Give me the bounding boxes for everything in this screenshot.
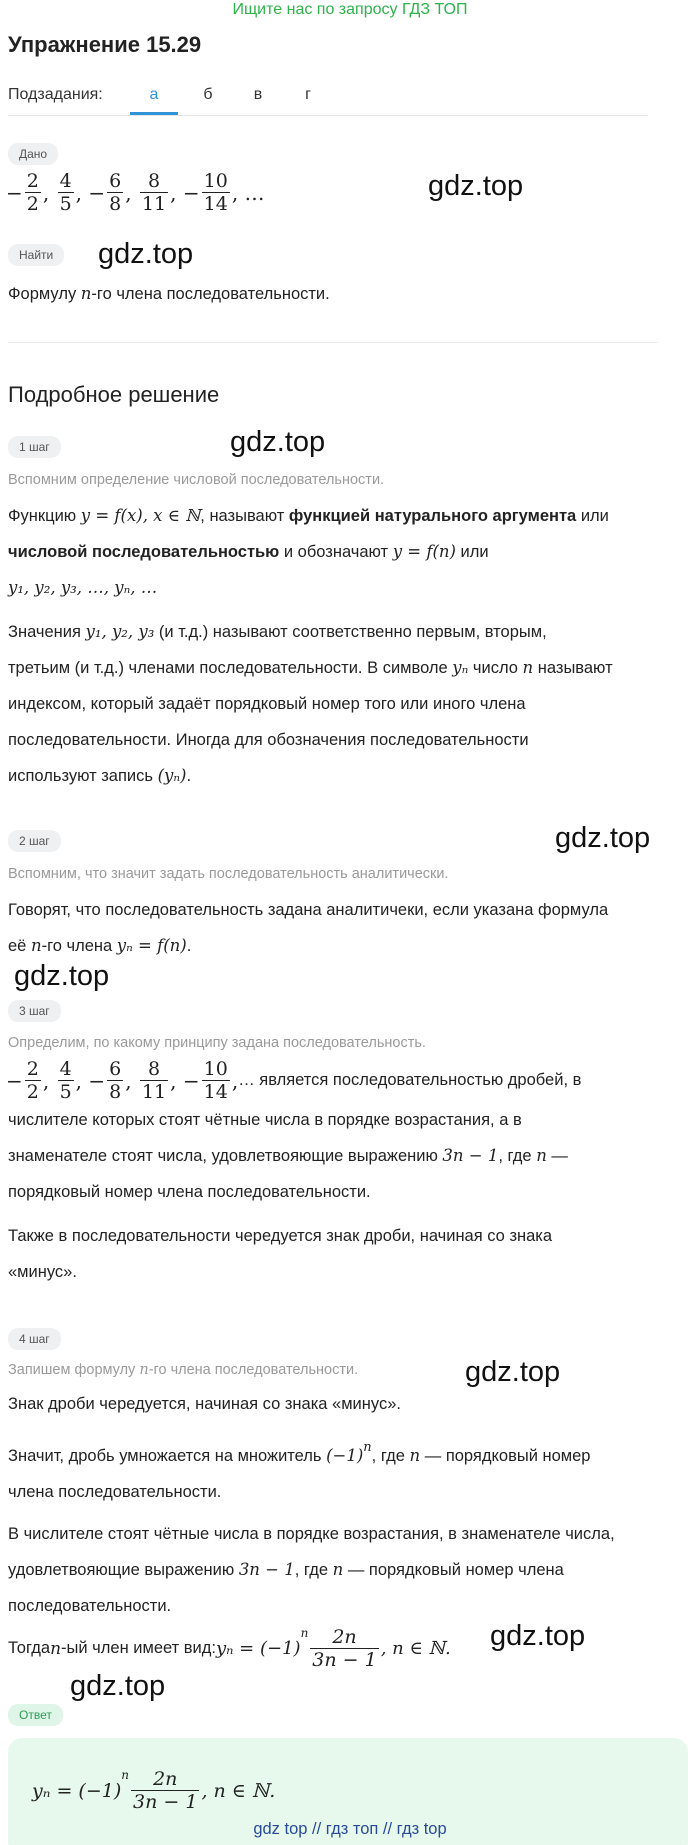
step-text: Значения y₁, y₂, y₃ (и т.д.) называют соответственно первым, вторым, третьим (и т.д.) членами последовательности. В символе yₙ число n называют индексом, который задаёт порядковый номер того или иного члена последовательности. Иногда для обозначения последовательности используют запись (yₙ). [8, 622, 613, 785]
step-hint: Вспомним, что значит задать последовательность аналитически. [8, 866, 449, 882]
solution-heading: Подробное решение [8, 382, 220, 407]
step-hint: Запишем формулу n-го члена последовательности. [8, 1362, 359, 1378]
step-badge: 1 шаг [8, 436, 61, 458]
step-text: Также в последовательности чередуется знак дроби, начиная со знака «минус». [8, 1227, 553, 1281]
step-text: Функцию y = f(x), x ∈ ℕ, называют функцией натурального аргумента или числовой последовательностью и обозначают y = f(n) или y₁, y₂, y₃, …, yₙ, … [8, 506, 609, 597]
footer-links[interactable]: gdz top // гдз топ // гдз top [253, 1820, 447, 1838]
tab-v[interactable]: в [253, 86, 263, 103]
step-text: Значит, дробь умножается на множитель $(-1)^n$, где n — порядковый номер члена последовательности. [8, 1440, 591, 1501]
tab-g[interactable]: г [305, 86, 311, 103]
watermark: gdz.top [70, 1670, 166, 1702]
watermark: gdz.top [14, 960, 110, 992]
search-banner: Ищите нас по запросу ГДЗ ТОП [232, 1, 468, 18]
step-hint: Вспомним определение числовой последовательности. [8, 472, 385, 488]
subtasks-label: Подзадания: [8, 86, 103, 103]
step-text: Говорят, что последовательность задана аналитичеки, если указана формула её n-го члена yₙ = f(n). [8, 901, 609, 955]
step-text: − $\frac{2}{2}$ , $\frac{4}{5}$ , − $\frac{6}{8}$ , $\frac{8}{11}$ , − $\frac{10}{14}$ , … является последовательностью дробей, в [6, 1058, 582, 1103]
step-text: В числителе стоят чётные числа в порядке возрастания, в знаменателе числа, удовлетвояющие выражению 3n − 1, где n — порядковый номер члена последовательности. [8, 1525, 615, 1615]
watermark: gdz.top [428, 170, 524, 202]
find-badge: Найти [8, 244, 64, 266]
answer-badge: Ответ [8, 1704, 63, 1726]
step-hint: Определим, по какому принципу задана последовательность. [8, 1035, 426, 1051]
given-sequence: − $\frac{2}{2}$ , $\frac{4}{5}$ , − $\frac{6}{8}$ , $\frac{8}{11}$ , − $\frac{10}{14}$ , … [6, 170, 265, 215]
step-text: Знак дроби чередуется, начиная со знака «минус». [8, 1395, 401, 1413]
tab-a[interactable]: а [149, 86, 159, 103]
watermark: gdz.top [555, 822, 651, 854]
watermark: gdz.top [98, 238, 194, 270]
divider [8, 342, 658, 343]
step-badge: 2 шаг [8, 830, 61, 852]
step-text: числителе которых стоят чётные числа в порядке возрастания, а в знаменателе стоят числа, удовлетвояющие выражению 3n − 1, где n — порядковый номер члена последовательности. [8, 1111, 568, 1201]
step-badge: 4 шаг [8, 1328, 61, 1350]
given-badge: Дано [8, 143, 58, 165]
step-badge: 3 шаг [8, 1000, 61, 1022]
watermark: gdz.top [465, 1356, 561, 1388]
active-tab-indicator [130, 112, 178, 115]
subtasks-bar [8, 82, 648, 116]
watermark: gdz.top [230, 426, 326, 458]
answer-formula: yₙ = (−1) n $\frac{2n}{3n - 1}$ , n ∈ ℕ. [32, 1768, 276, 1813]
step-text: Тогда n -ый член имеет вид: yₙ = (−1) n $\frac{2n}{3n - 1}$ , n ∈ ℕ. [8, 1626, 451, 1671]
watermark: gdz.top [490, 1620, 586, 1652]
find-text: Формулу n-го члена последовательности. [8, 284, 330, 303]
tab-b[interactable]: б [203, 86, 213, 103]
page-title: Упражнение 15.29 [8, 32, 202, 57]
